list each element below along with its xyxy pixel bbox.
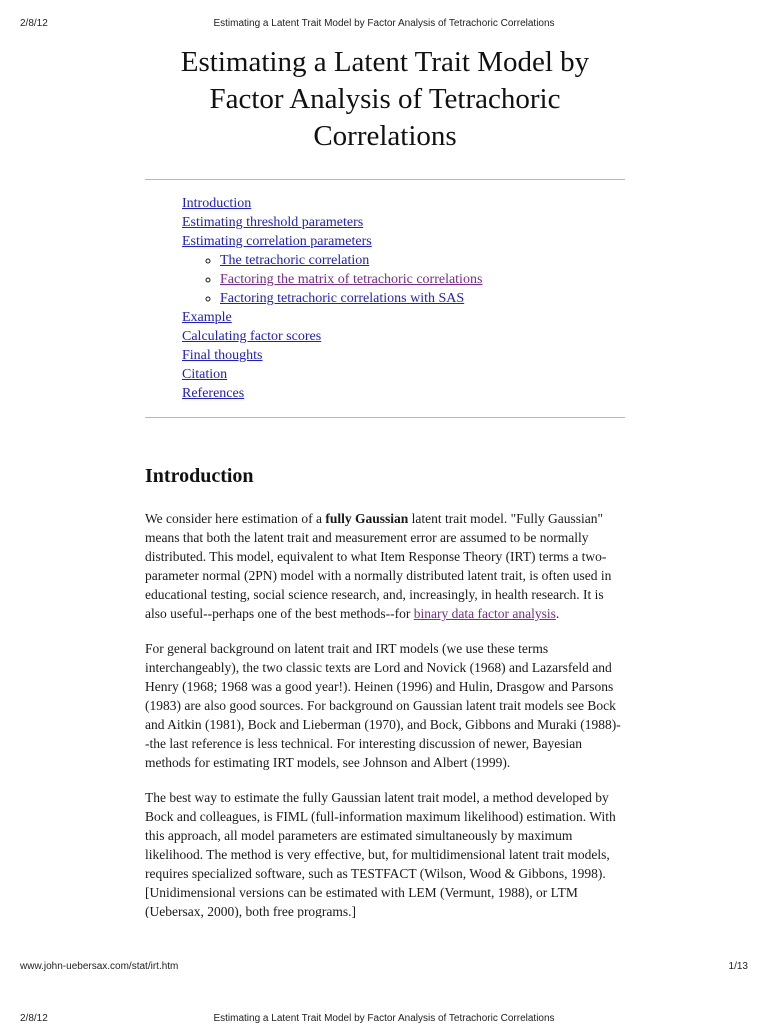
paragraph-text: latent trait model. "Fully Gaussian" means that both the latent trait and measurement error are assumed to be normally distributed. This model, equivalent to what Item Response Theory (IRT) terms a two-parameter normal (2PN) model with a normally distributed latent trait, is often used in educational testing, social science research, and, increasingly, in health research. It is also useful--perhaps one of the best methods--for [145, 511, 612, 621]
toc-link-example[interactable]: Example [182, 310, 232, 325]
divider [145, 179, 625, 180]
toc-link-citation[interactable]: Citation [182, 367, 228, 382]
toc-item [182, 327, 625, 346]
print-date: 2/8/12 [20, 18, 48, 29]
toc-link-factor-scores[interactable]: Calculating factor scores [182, 329, 322, 344]
divider [145, 417, 625, 418]
toc-item [182, 308, 625, 327]
page-title: Estimating a Latent Trait Model by Factor Analysis of Tetrachoric Correlations [180, 46, 590, 152]
toc-link-factoring-matrix[interactable]: Factoring the matrix of tetrachoric correlations [220, 272, 483, 287]
toc-subitem [220, 251, 625, 270]
bold-text: fully Gaussian [325, 511, 409, 526]
toc-link-threshold[interactable]: Estimating threshold parameters [182, 215, 364, 230]
toc-link-factoring-sas[interactable]: Factoring tetrachoric correlations with SAS [220, 291, 465, 306]
paragraph: For general background on latent trait and IRT models (we use these terms interchangeably), the two classic texts are Lord and Novick (1968) and Lazarsfeld and Henry (1968; 1968 was a good year!). Heinen (1996) and Hulin, Drasgow and Parsons (1983) are also good sources. For background on Gaussian latent trait models see Bock and Aitkin (1981), Bock and Lieberman (1970), and Bock, Gibbons and Muraki (1988)--the last reference is less technical. For interesting discussion of newer, Bayesian methods for estimating IRT models, see Johnson and Albert (1999). [145, 641, 621, 770]
toc-subitem [220, 270, 625, 289]
paragraph-text: We consider here estimation of a [145, 511, 326, 526]
paragraph [145, 509, 625, 623]
toc-link-references[interactable]: References [182, 386, 245, 401]
toc-link-correlation[interactable]: Estimating correlation parameters [182, 234, 372, 249]
print-header [0, 18, 768, 32]
toc-subitem [220, 289, 625, 308]
toc-sublist [182, 251, 625, 308]
paragraph: The best way to estimate the fully Gaussian latent trait model, a method developed by Bock and colleagues, is FIML (full-information maximum likelihood) estimation. With this approach, all model parameters are estimated simultaneously by maximum likelihood. The method is very effective, but, for multidimensional latent trait models, requires specialized software, such as TESTFACT (Wilson, Wood & Gibbons, 1998). [Unidimensional versions can be estimated with LEM (Vermunt, 1988), or LTM (Uebersax, 2000), both free programs.] [145, 790, 616, 918]
print-header-next-page [0, 1013, 768, 1027]
table-of-contents [145, 194, 625, 403]
print-url: www.john-uebersax.com/stat/irt.htm [20, 961, 179, 972]
section-heading-introduction: Introduction [145, 465, 254, 487]
binary-data-factor-analysis-link[interactable]: binary data factor analysis [413, 606, 556, 621]
document-body [145, 40, 625, 918]
print-title: Estimating a Latent Trait Model by Factor Analysis of Tetrachoric Correlations [213, 18, 555, 29]
print-title: Estimating a Latent Trait Model by Factor Analysis of Tetrachoric Correlations [213, 1013, 555, 1024]
page-number: 1/13 [728, 961, 748, 972]
toc-item [182, 232, 625, 308]
toc-item [182, 384, 625, 403]
toc-item [182, 194, 625, 213]
print-date: 2/8/12 [20, 1013, 48, 1024]
toc-link-final-thoughts[interactable]: Final thoughts [182, 348, 263, 363]
paragraph-text: . [555, 606, 560, 621]
print-footer [0, 961, 768, 975]
toc-link-tetrachoric[interactable]: The tetrachoric correlation [220, 253, 370, 268]
toc-item [182, 213, 625, 232]
toc-link-introduction[interactable]: Introduction [182, 196, 252, 211]
toc-item [182, 365, 625, 384]
page-break [0, 982, 768, 1006]
toc-item [182, 346, 625, 365]
